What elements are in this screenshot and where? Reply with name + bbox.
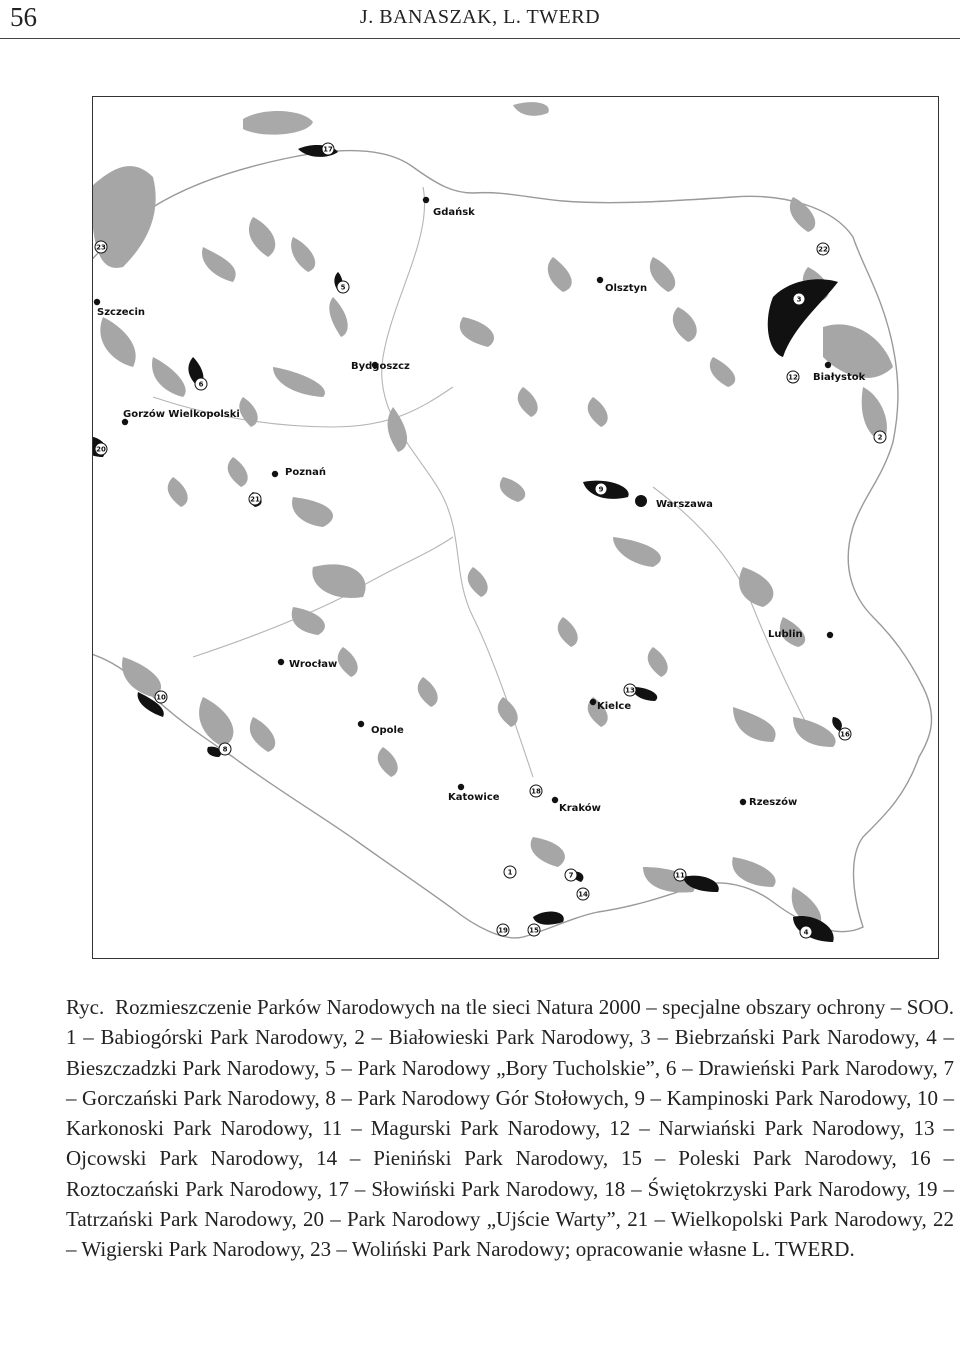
city-label-gorzow: Gorzów Wielkopolski (123, 409, 240, 420)
city-label-kielce: Kielce (597, 701, 632, 712)
park-badge-number: 2 (877, 433, 883, 442)
park-badge-number: 7 (568, 871, 574, 880)
park-badge-number: 8 (222, 745, 228, 754)
park-badge-number: 3 (796, 295, 802, 304)
city-marker-warszawa (635, 495, 647, 507)
city-label-olsztyn: Olsztyn (605, 283, 648, 294)
park-badge-number: 15 (529, 926, 539, 935)
river (193, 537, 453, 657)
city-label-wroclaw: Wrocław (289, 659, 338, 670)
park-badge-number: 9 (598, 485, 604, 494)
city-label-gdansk: Gdańsk (433, 207, 475, 218)
park-badge-number: 23 (96, 243, 106, 252)
city-marker-gdansk (423, 197, 429, 203)
city-label-szczecin: Szczecin (97, 307, 146, 318)
national-parks (93, 145, 842, 942)
city-label-katowice: Katowice (448, 792, 500, 803)
caption-body: Rozmieszczenie Parków Narodowych na tle sieci Natura 2000 – specjalne obszary ochrony – SOO. 1 – Babiogórski Park Narodowy, 2 – Białowieski Park Narodowy, 3 – Biebrzański Park Narodowy, 4 – Bieszczadzki Park Narodowy, 5 – Park Narodowy „Bory Tucholskie”, 6 – Drawieński Park Narodowy, 7 – Gorczański Park Narodowy, 8 – Park Narodowy Gór Stołowych, 9 – Kampinoski Park Narodowy, 10 – Karkonoski Park Narodowy, 11 – Magurski Park Narodowy, 12 – Narwiański Park Narodowy, 13 – Ojcowski Park Narodowy, 14 – Pieniński Park Narodowy, 15 – Poleski Park Narodowy, 16 – Roztoczański Park Narodowy, 17 – Słowiński Park Narodowy, 18 – Świętokrzyski Park Narodowy, 19 – Tatrzański Park Narodowy, 20 – Park Narodowy „Ujście Warty”, 21 – Wielkopolski Park Narodowy, 22 – Wigierski Park Narodowy, 23 – Woliński Park Narodowy; opracowanie własne L. TWERD. (66, 995, 954, 1262)
running-head: J. BANASZAK, L. TWERD (359, 6, 601, 28)
sea-blob (513, 102, 549, 116)
city-marker-lublin (827, 632, 833, 638)
park-badge-number: 5 (340, 283, 346, 292)
figure-caption (66, 992, 954, 1265)
city-label-opole: Opole (371, 725, 404, 736)
city-label-warszawa: Warszawa (656, 499, 713, 510)
page-header (0, 0, 960, 40)
city-marker-szczecin (94, 299, 100, 305)
park-badge-number: 18 (531, 787, 541, 796)
city-label-bydgoszcz: Bydgoszcz (351, 361, 410, 372)
park-badge-number: 17 (323, 145, 333, 154)
park-badge-number: 16 (840, 730, 850, 739)
caption-lead: Ryc. (66, 995, 105, 1019)
city-label-lublin: Lublin (768, 629, 803, 640)
city-marker-poznan (272, 471, 278, 477)
park-badge-number: 20 (96, 445, 106, 454)
city-marker-kielce (590, 699, 596, 705)
river (653, 487, 813, 737)
park-badge-number: 6 (198, 380, 204, 389)
city-label-rzeszow: Rzeszów (749, 797, 798, 808)
city-marker-wroclaw (278, 659, 284, 665)
park-badge-number: 22 (818, 245, 828, 254)
city-marker-katowice (458, 784, 464, 790)
park-badge-number: 4 (803, 928, 809, 937)
natura-2000-areas (93, 166, 893, 927)
city-marker-krakow (552, 797, 558, 803)
city-marker-rzeszow (740, 799, 746, 805)
poland-map (93, 97, 938, 958)
sea-blob (243, 111, 313, 135)
park-badge-number: 14 (578, 890, 588, 899)
park-badge-number: 10 (156, 693, 166, 702)
park-badge-number: 19 (498, 926, 508, 935)
park-badge-number: 21 (250, 495, 260, 504)
map-figure (92, 96, 939, 959)
park-badge-number: 11 (675, 871, 685, 880)
city-label-poznan: Poznań (285, 467, 327, 478)
header-rule (0, 38, 960, 39)
city-marker-opole (358, 721, 364, 727)
city-label-bialystok: Białystok (813, 372, 866, 383)
city-marker-bialystok (825, 362, 831, 368)
city-label-krakow: Kraków (559, 803, 601, 814)
park-badge-number: 12 (788, 373, 798, 382)
city-marker-olsztyn (597, 277, 603, 283)
park-badge-number: 13 (625, 686, 635, 695)
page-number: 56 (10, 2, 37, 32)
park-badge-number: 1 (507, 868, 513, 877)
